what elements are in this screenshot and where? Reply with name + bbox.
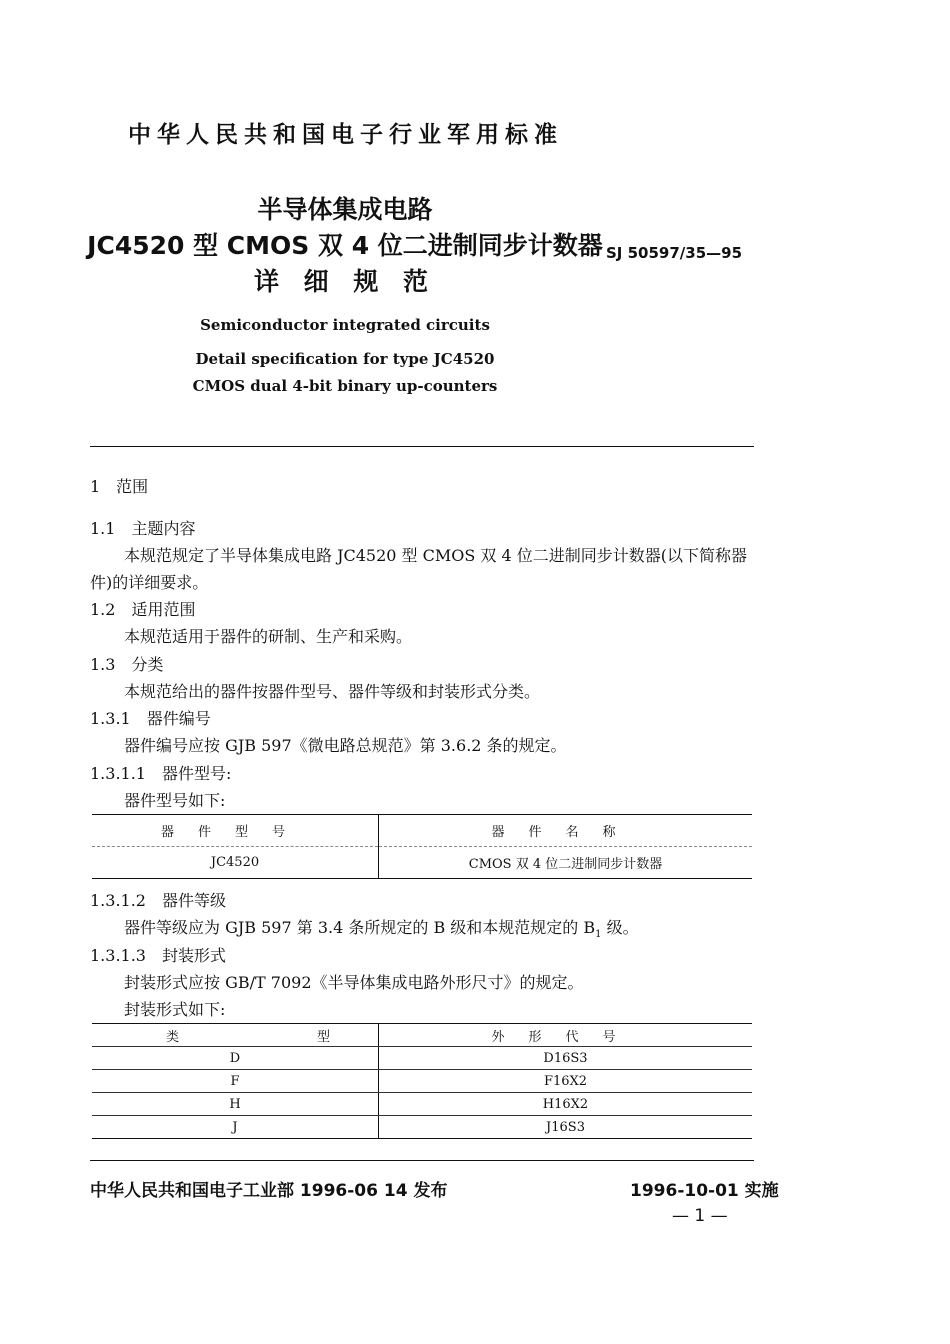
section-1-3-heading: 1.3 分类 xyxy=(90,655,164,674)
header-device-model: 器件型号 xyxy=(92,815,379,847)
title-line-2: JC4520 型 CMOS 双 4 位二进制同步计数器 xyxy=(87,231,603,260)
section-1-1-heading: 1.1 主题内容 xyxy=(90,519,196,538)
device-model-table xyxy=(92,814,752,879)
table-row xyxy=(92,847,752,879)
cell-type: J xyxy=(92,1116,379,1139)
cell-code: D16S3 xyxy=(379,1047,753,1070)
section-1-3-para: 本规范给出的器件按器件型号、器件等级和封装形式分类。 xyxy=(124,682,541,701)
standard-number: SJ 50597/35—95 xyxy=(606,244,743,262)
page-number: — 1 — xyxy=(672,1206,728,1226)
section-1-2-heading: 1.2 适用范围 xyxy=(90,600,196,619)
table-row xyxy=(92,1116,752,1139)
section-1-3-1-1-heading: 1.3.1.1 器件型号: xyxy=(90,764,232,783)
standard-category: 中华人民共和国电子行业军用标准 xyxy=(128,122,563,148)
section-1-3-1-2-heading: 1.3.1.2 器件等级 xyxy=(90,891,226,910)
cell-code: J16S3 xyxy=(546,1119,585,1135)
cell-type: H xyxy=(92,1093,379,1116)
cell-device-model: JC4520 xyxy=(92,847,379,879)
cell-type: F xyxy=(92,1070,379,1093)
section-1-3-1-2-para: 器件等级应为 GJB 597 第 3.4 条所规定的 B 级和本规范规定的 $B_1$ 级。 xyxy=(124,918,639,941)
top-rule xyxy=(90,446,754,447)
english-title-1: Semiconductor integrated circuits xyxy=(200,316,490,334)
package-table xyxy=(92,1023,752,1139)
cell-code: F16X2 xyxy=(379,1070,753,1093)
section-1-heading: 1 范围 xyxy=(90,477,149,496)
section-1-1-para-line1: 本规范规定了半导体集成电路 JC4520 型 CMOS 双 4 位二进制同步计数器(以下简称器 xyxy=(124,546,748,565)
english-title-3: CMOS dual 4-bit binary up-counters xyxy=(192,377,498,395)
header-type: 类 型 xyxy=(92,1024,379,1047)
title-line-3: 详 细 规 范 xyxy=(253,267,437,296)
bottom-rule xyxy=(90,1160,754,1161)
section-1-3-1-para: 器件编号应按 GJB 597《微电路总规范》第 3.6.2 条的规定。 xyxy=(124,736,567,755)
cell-code: H16X2 xyxy=(379,1093,753,1116)
section-1-3-1-1-para: 器件型号如下: xyxy=(124,791,226,810)
section-1-3-1-3-para: 封装形式应按 GB/T 7092《半导体集成电路外形尺寸》的规定。 xyxy=(124,973,584,992)
table-header-row xyxy=(92,1024,752,1047)
title-line-1: 半导体集成电路 xyxy=(257,195,433,224)
table-row xyxy=(92,1047,752,1070)
section-1-3-1-heading: 1.3.1 器件编号 xyxy=(90,709,211,728)
table-row xyxy=(92,1070,752,1093)
table-header-row xyxy=(92,815,752,847)
cell-device-name: CMOS 双 4 位二进制同步计数器 xyxy=(379,847,753,879)
section-1-3-1-3-heading: 1.3.1.3 封装形式 xyxy=(90,946,226,965)
section-1-1-para-line2: 件)的详细要求。 xyxy=(90,573,209,592)
header-outline-code: 外形代号 xyxy=(379,1024,753,1047)
english-title-2: Detail specification for type JC4520 xyxy=(195,350,495,368)
section-1-2-para: 本规范适用于器件的研制、生产和采购。 xyxy=(124,627,413,646)
issuer-line: 中华人民共和国电子工业部 1996-06 14 发布 xyxy=(90,1181,448,1201)
cell-type: D xyxy=(92,1047,379,1070)
table-row xyxy=(92,1093,752,1116)
header-device-name: 器件名称 xyxy=(491,825,640,840)
effective-date: 1996-10-01 实施 xyxy=(630,1181,779,1201)
section-1-3-1-3-para2: 封装形式如下: xyxy=(124,1000,226,1019)
